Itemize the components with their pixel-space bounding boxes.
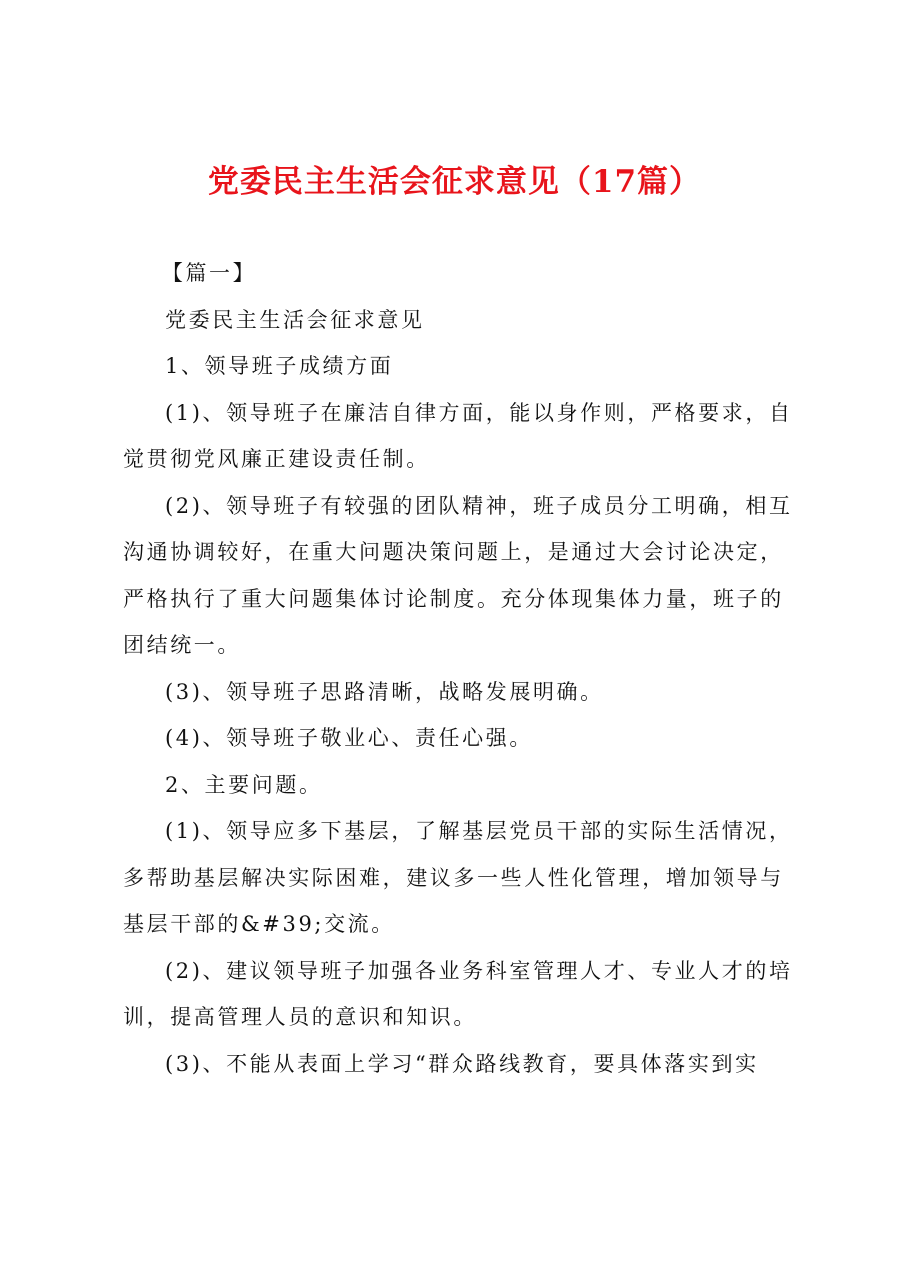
paragraph: (2)、建议领导班子加强各业务科室管理人才、专业人才的培训，提高管理人员的意识和知识。	[123, 958, 793, 1029]
paragraph: (3)、不能从表面上学习“群众路线教育，要具体落实到实	[165, 1051, 759, 1076]
section-heading: 【篇一】	[161, 261, 257, 285]
paragraph: 2、主要问题。	[165, 772, 323, 797]
paragraph: 1、领导班子成绩方面	[165, 354, 394, 378]
paragraph: (3)、领导班子思路清晰，战略发展明确。	[165, 679, 604, 704]
document-body	[123, 250, 803, 1087]
paragraph: (4)、领导班子敬业心、责任心强。	[165, 726, 533, 750]
paragraph: (1)、领导班子在廉洁自律方面，能以身作则，严格要求，自觉贯彻党风廉正建设责任制。	[123, 400, 793, 471]
paragraph: 党委民主生活会征求意见	[165, 307, 425, 332]
paragraph: (1)、领导应多下基层，了解基层党员干部的实际生活情况，多帮助基层解决实际困难，建议多一些人性化管理，增加领导与基层干部的&#39;交流。	[123, 819, 793, 936]
paragraph: (2)、领导班子有较强的团队精神，班子成员分工明确，相互沟通协调较好，在重大问题决策问题上，是通过大会讨论决定，严格执行了重大问题集体讨论制度。充分体现集体力量，班子的团结统一。	[123, 493, 793, 657]
document-title: 党委民主生活会征求意见（17篇）	[207, 164, 702, 200]
